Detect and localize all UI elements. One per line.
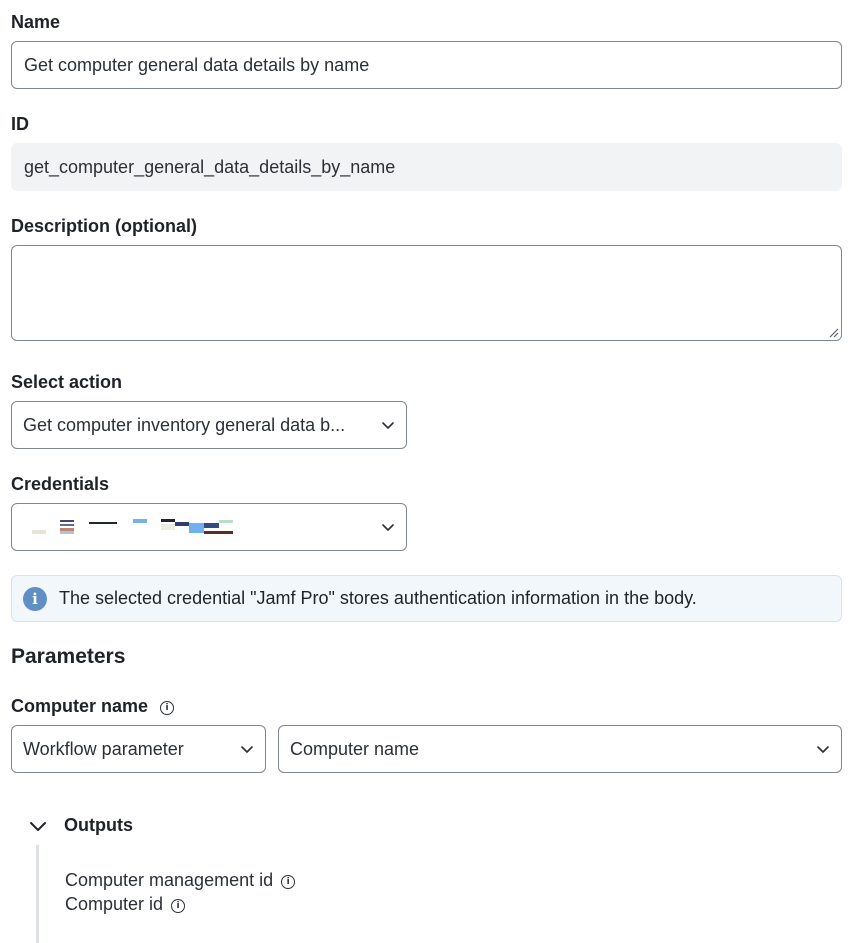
parameters-heading: Parameters [11,645,126,668]
workflow-parameter-dropdown[interactable] [278,725,842,773]
info-tooltip-icon[interactable]: i [160,701,174,715]
credentials-dropdown[interactable] [11,503,407,551]
outputs-toggle[interactable] [28,815,133,836]
parameter-source-value: Workflow parameter [23,738,184,759]
select-action-value: Get computer inventory general data b... [23,414,346,435]
chevron-down-icon [28,816,48,836]
credential-info-banner [11,575,842,622]
chevron-down-icon [380,417,396,433]
chevron-down-icon [380,519,396,535]
description-textarea[interactable] [11,245,842,341]
output-item-label: Computer management id [65,870,274,890]
select-action-dropdown[interactable] [11,401,407,449]
workflow-parameter-value: Computer name [290,738,420,759]
output-item [65,870,295,891]
info-icon: i [23,587,47,611]
parameter-source-dropdown[interactable] [11,725,266,773]
chevron-down-icon [815,741,831,757]
resize-handle-icon[interactable] [829,328,839,338]
output-item [65,894,185,915]
credentials-label: Credentials [11,474,110,494]
name-input-value: Get computer general data details by name [24,54,370,75]
select-action-label: Select action [11,372,123,392]
info-tooltip-icon[interactable]: i [281,875,295,889]
chevron-down-icon [239,741,255,757]
outputs-divider [36,845,39,943]
name-label: Name [11,12,61,32]
output-item-label: Computer id [65,894,164,914]
id-field-value: get_computer_general_data_details_by_name [24,156,396,177]
id-field [11,143,842,191]
name-input[interactable] [11,41,842,89]
computer-name-label-text: Computer name [11,696,149,716]
computer-name-label [11,696,174,717]
credential-info-text: The selected credential "Jamf Pro" stores authentication information in the body. [59,588,697,608]
description-label: Description (optional) [11,216,197,236]
id-label: ID [11,114,29,134]
credentials-redacted-value [23,515,243,539]
outputs-heading: Outputs [64,815,133,835]
info-tooltip-icon[interactable]: i [171,899,185,913]
